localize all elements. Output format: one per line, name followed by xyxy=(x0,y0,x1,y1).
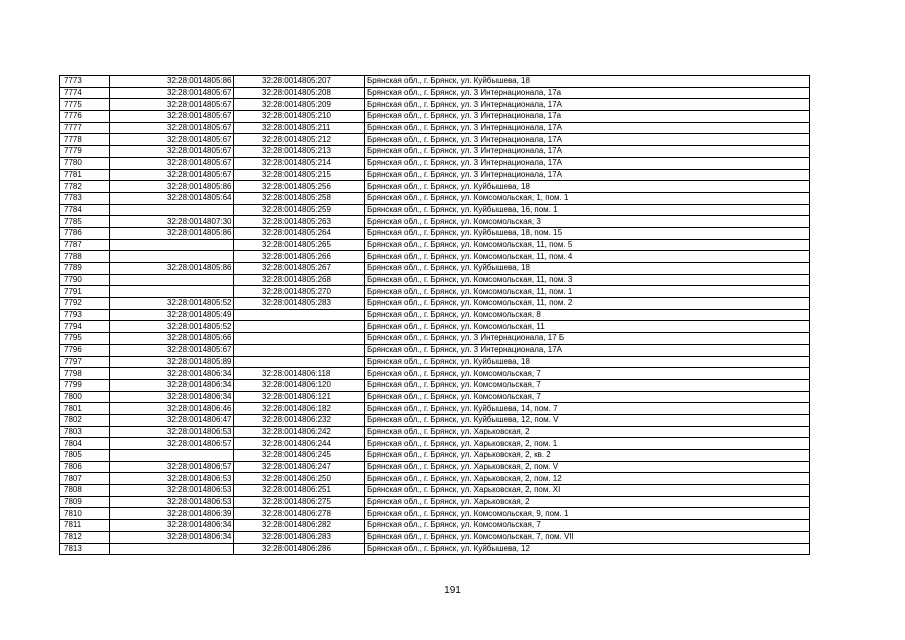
table-row xyxy=(60,122,810,134)
record-number-cell: 7780 xyxy=(60,157,110,169)
parcel-number-cell: 32:28:0014806:53 xyxy=(110,473,234,485)
cadastral-number-cell xyxy=(234,309,365,321)
table-row xyxy=(60,531,810,543)
parcel-number-cell xyxy=(110,204,234,216)
registry-table-body xyxy=(60,76,810,555)
address-cell: Брянская обл., г. Брянск, ул. 3 Интернационала, 17а xyxy=(365,87,810,99)
record-number-cell: 7773 xyxy=(60,76,110,88)
parcel-number-cell: 32:28:0014805:52 xyxy=(110,321,234,333)
parcel-number-cell xyxy=(110,251,234,263)
table-row xyxy=(60,461,810,473)
table-row xyxy=(60,508,810,520)
address-cell: Брянская обл., г. Брянск, ул. 3 Интернационала, 17А xyxy=(365,99,810,111)
table-row xyxy=(60,450,810,462)
table-row xyxy=(60,426,810,438)
table-row xyxy=(60,298,810,310)
parcel-number-cell: 32:28:0014805:49 xyxy=(110,309,234,321)
record-number-cell: 7799 xyxy=(60,379,110,391)
record-number-cell: 7791 xyxy=(60,286,110,298)
address-cell: Брянская обл., г. Брянск, ул. Комсомольская, 11, пом. 2 xyxy=(365,298,810,310)
page-number: 191 xyxy=(444,585,461,596)
cadastral-number-cell: 32:28:0014806:278 xyxy=(234,508,365,520)
address-cell: Брянская обл., г. Брянск, ул. Куйбышева, 18 xyxy=(365,356,810,368)
record-number-cell: 7813 xyxy=(60,543,110,555)
address-cell: Брянская обл., г. Брянск, ул. Комсомольская, 3 xyxy=(365,216,810,228)
table-row xyxy=(60,543,810,555)
address-cell: Брянская обл., г. Брянск, ул. Комсомольская, 7 xyxy=(365,379,810,391)
record-number-cell: 7795 xyxy=(60,333,110,345)
record-number-cell: 7801 xyxy=(60,403,110,415)
record-number-cell: 7783 xyxy=(60,192,110,204)
address-cell: Брянская обл., г. Брянск, ул. 3 Интернационала, 17А xyxy=(365,157,810,169)
parcel-number-cell: 32:28:0014805:67 xyxy=(110,157,234,169)
address-cell: Брянская обл., г. Брянск, ул. Комсомольская, 11, пом. 1 xyxy=(365,286,810,298)
record-number-cell: 7779 xyxy=(60,146,110,158)
cadastral-number-cell: 32:28:0014805:266 xyxy=(234,251,365,263)
parcel-number-cell: 32:28:0014807:30 xyxy=(110,216,234,228)
address-cell: Брянская обл., г. Брянск, ул. Комсомольская, 7 xyxy=(365,368,810,380)
table-row xyxy=(60,321,810,333)
table-row xyxy=(60,181,810,193)
table-row xyxy=(60,485,810,497)
cadastral-number-cell: 32:28:0014805:208 xyxy=(234,87,365,99)
parcel-number-cell: 32:28:0014806:53 xyxy=(110,496,234,508)
cadastral-number-cell: 32:28:0014805:211 xyxy=(234,122,365,134)
address-cell: Брянская обл., г. Брянск, ул. Комсомольская, 1, пом. 1 xyxy=(365,192,810,204)
cadastral-number-cell: 32:28:0014806:251 xyxy=(234,485,365,497)
cadastral-number-cell: 32:28:0014805:207 xyxy=(234,76,365,88)
cadastral-number-cell xyxy=(234,356,365,368)
cadastral-number-cell: 32:28:0014806:247 xyxy=(234,461,365,473)
table-row xyxy=(60,309,810,321)
cadastral-number-cell: 32:28:0014805:258 xyxy=(234,192,365,204)
record-number-cell: 7812 xyxy=(60,531,110,543)
parcel-number-cell: 32:28:0014806:34 xyxy=(110,391,234,403)
cadastral-number-cell: 32:28:0014806:244 xyxy=(234,438,365,450)
table-row xyxy=(60,134,810,146)
address-cell: Брянская обл., г. Брянск, ул. Куйбышева, 16, пом. 1 xyxy=(365,204,810,216)
cadastral-number-cell: 32:28:0014805:263 xyxy=(234,216,365,228)
table-row xyxy=(60,76,810,88)
parcel-number-cell: 32:28:0014805:67 xyxy=(110,99,234,111)
parcel-number-cell: 32:28:0014805:86 xyxy=(110,76,234,88)
record-number-cell: 7789 xyxy=(60,263,110,275)
cadastral-number-cell: 32:28:0014806:118 xyxy=(234,368,365,380)
parcel-number-cell: 32:28:0014805:67 xyxy=(110,134,234,146)
address-cell: Брянская обл., г. Брянск, ул. Комсомольская, 7, пом. VII xyxy=(365,531,810,543)
record-number-cell: 7808 xyxy=(60,485,110,497)
record-number-cell: 7797 xyxy=(60,356,110,368)
address-cell: Брянская обл., г. Брянск, ул. Харьковская, 2, кв. 2 xyxy=(365,450,810,462)
parcel-number-cell: 32:28:0014806:39 xyxy=(110,508,234,520)
record-number-cell: 7790 xyxy=(60,274,110,286)
cadastral-number-cell: 32:28:0014805:267 xyxy=(234,263,365,275)
cadastral-number-cell: 32:28:0014806:283 xyxy=(234,531,365,543)
record-number-cell: 7807 xyxy=(60,473,110,485)
cadastral-number-cell: 32:28:0014806:242 xyxy=(234,426,365,438)
parcel-number-cell: 32:28:0014805:67 xyxy=(110,146,234,158)
address-cell: Брянская обл., г. Брянск, ул. Куйбышева, 18 xyxy=(365,181,810,193)
record-number-cell: 7798 xyxy=(60,368,110,380)
cadastral-number-cell: 32:28:0014805:264 xyxy=(234,227,365,239)
address-cell: Брянская обл., г. Брянск, ул. Куйбышева, 12 xyxy=(365,543,810,555)
address-cell: Брянская обл., г. Брянск, ул. Комсомольская, 8 xyxy=(365,309,810,321)
record-number-cell: 7782 xyxy=(60,181,110,193)
address-cell: Брянская обл., г. Брянск, ул. Куйбышева, 12, пом. V xyxy=(365,414,810,426)
address-cell: Брянская обл., г. Брянск, ул. Комсомольская, 11 xyxy=(365,321,810,333)
cadastral-number-cell xyxy=(234,333,365,345)
table-row xyxy=(60,192,810,204)
record-number-cell: 7788 xyxy=(60,251,110,263)
record-number-cell: 7785 xyxy=(60,216,110,228)
cadastral-number-cell: 32:28:0014805:256 xyxy=(234,181,365,193)
address-cell: Брянская обл., г. Брянск, ул. Харьковская, 2, пом. V xyxy=(365,461,810,473)
record-number-cell: 7800 xyxy=(60,391,110,403)
record-number-cell: 7777 xyxy=(60,122,110,134)
address-cell: Брянская обл., г. Брянск, ул. 3 Интернационала, 17А xyxy=(365,134,810,146)
parcel-number-cell: 32:28:0014805:86 xyxy=(110,263,234,275)
address-cell: Брянская обл., г. Брянск, ул. 3 Интернационала, 17 Б xyxy=(365,333,810,345)
table-row xyxy=(60,520,810,532)
parcel-number-cell: 32:28:0014806:53 xyxy=(110,426,234,438)
table-row xyxy=(60,251,810,263)
table-row xyxy=(60,438,810,450)
cadastral-number-cell: 32:28:0014806:182 xyxy=(234,403,365,415)
parcel-number-cell xyxy=(110,286,234,298)
address-cell: Брянская обл., г. Брянск, ул. Куйбышева, 18, пом. 15 xyxy=(365,227,810,239)
address-cell: Брянская обл., г. Брянск, ул. Куйбышева, 18 xyxy=(365,76,810,88)
cadastral-number-cell xyxy=(234,321,365,333)
cadastral-number-cell: 32:28:0014806:275 xyxy=(234,496,365,508)
table-row xyxy=(60,344,810,356)
record-number-cell: 7811 xyxy=(60,520,110,532)
parcel-number-cell: 32:28:0014805:86 xyxy=(110,181,234,193)
table-row xyxy=(60,368,810,380)
address-cell: Брянская обл., г. Брянск, ул. Харьковская, 2, пом. XI xyxy=(365,485,810,497)
record-number-cell: 7786 xyxy=(60,227,110,239)
address-cell: Брянская обл., г. Брянск, ул. 3 Интернационала, 17А xyxy=(365,169,810,181)
record-number-cell: 7806 xyxy=(60,461,110,473)
cadastral-number-cell: 32:28:0014805:265 xyxy=(234,239,365,251)
address-cell: Брянская обл., г. Брянск, ул. Куйбышева, 14, пом. 7 xyxy=(365,403,810,415)
record-number-cell: 7784 xyxy=(60,204,110,216)
registry-table xyxy=(59,75,810,555)
table-row xyxy=(60,333,810,345)
parcel-number-cell: 32:28:0014805:67 xyxy=(110,344,234,356)
table-row xyxy=(60,169,810,181)
cadastral-number-cell: 32:28:0014805:283 xyxy=(234,298,365,310)
cadastral-number-cell: 32:28:0014806:232 xyxy=(234,414,365,426)
parcel-number-cell: 32:28:0014806:34 xyxy=(110,520,234,532)
address-cell: Брянская обл., г. Брянск, ул. 3 Интернационала, 17А xyxy=(365,122,810,134)
record-number-cell: 7809 xyxy=(60,496,110,508)
table-row xyxy=(60,403,810,415)
address-cell: Брянская обл., г. Брянск, ул. 3 Интернационала, 17А xyxy=(365,344,810,356)
record-number-cell: 7776 xyxy=(60,111,110,123)
record-number-cell: 7794 xyxy=(60,321,110,333)
table-row xyxy=(60,146,810,158)
cadastral-number-cell: 32:28:0014805:209 xyxy=(234,99,365,111)
parcel-number-cell xyxy=(110,239,234,251)
parcel-number-cell: 32:28:0014805:67 xyxy=(110,122,234,134)
address-cell: Брянская обл., г. Брянск, ул. Харьковская, 2, пом. 12 xyxy=(365,473,810,485)
record-number-cell: 7802 xyxy=(60,414,110,426)
table-row xyxy=(60,391,810,403)
parcel-number-cell xyxy=(110,450,234,462)
address-cell: Брянская обл., г. Брянск, ул. Куйбышева, 18 xyxy=(365,263,810,275)
parcel-number-cell: 32:28:0014806:57 xyxy=(110,438,234,450)
record-number-cell: 7792 xyxy=(60,298,110,310)
record-number-cell: 7775 xyxy=(60,99,110,111)
cadastral-number-cell: 32:28:0014806:282 xyxy=(234,520,365,532)
address-cell: Брянская обл., г. Брянск, ул. Комсомольская, 7 xyxy=(365,391,810,403)
cadastral-number-cell: 32:28:0014806:250 xyxy=(234,473,365,485)
cadastral-number-cell: 32:28:0014806:245 xyxy=(234,450,365,462)
table-row xyxy=(60,204,810,216)
parcel-number-cell: 32:28:0014805:86 xyxy=(110,227,234,239)
address-cell: Брянская обл., г. Брянск, ул. Харьковская, 2 xyxy=(365,496,810,508)
record-number-cell: 7805 xyxy=(60,450,110,462)
address-cell: Брянская обл., г. Брянск, ул. Комсомольская, 11, пом. 3 xyxy=(365,274,810,286)
cadastral-number-cell: 32:28:0014806:286 xyxy=(234,543,365,555)
table-row xyxy=(60,157,810,169)
table-row xyxy=(60,263,810,275)
parcel-number-cell: 32:28:0014805:67 xyxy=(110,87,234,99)
cadastral-number-cell: 32:28:0014805:214 xyxy=(234,157,365,169)
table-row xyxy=(60,286,810,298)
table-row xyxy=(60,99,810,111)
table-row xyxy=(60,496,810,508)
record-number-cell: 7810 xyxy=(60,508,110,520)
parcel-number-cell: 32:28:0014805:64 xyxy=(110,192,234,204)
parcel-number-cell: 32:28:0014805:52 xyxy=(110,298,234,310)
parcel-number-cell xyxy=(110,543,234,555)
parcel-number-cell: 32:28:0014806:34 xyxy=(110,531,234,543)
parcel-number-cell: 32:28:0014805:89 xyxy=(110,356,234,368)
record-number-cell: 7781 xyxy=(60,169,110,181)
table-row xyxy=(60,473,810,485)
cadastral-number-cell: 32:28:0014805:259 xyxy=(234,204,365,216)
table-row xyxy=(60,356,810,368)
address-cell: Брянская обл., г. Брянск, ул. Комсомольская, 9, пом. 1 xyxy=(365,508,810,520)
parcel-number-cell: 32:28:0014806:53 xyxy=(110,485,234,497)
table-row xyxy=(60,379,810,391)
cadastral-number-cell xyxy=(234,344,365,356)
cadastral-number-cell: 32:28:0014806:121 xyxy=(234,391,365,403)
cadastral-number-cell: 32:28:0014805:213 xyxy=(234,146,365,158)
address-cell: Брянская обл., г. Брянск, ул. Комсомольская, 11, пом. 5 xyxy=(365,239,810,251)
table-row xyxy=(60,239,810,251)
record-number-cell: 7793 xyxy=(60,309,110,321)
record-number-cell: 7796 xyxy=(60,344,110,356)
table-row xyxy=(60,216,810,228)
table-row xyxy=(60,414,810,426)
parcel-number-cell: 32:28:0014806:46 xyxy=(110,403,234,415)
record-number-cell: 7804 xyxy=(60,438,110,450)
cadastral-number-cell: 32:28:0014805:215 xyxy=(234,169,365,181)
parcel-number-cell: 32:28:0014805:67 xyxy=(110,111,234,123)
cadastral-number-cell: 32:28:0014806:120 xyxy=(234,379,365,391)
record-number-cell: 7774 xyxy=(60,87,110,99)
parcel-number-cell: 32:28:0014805:67 xyxy=(110,169,234,181)
cadastral-number-cell: 32:28:0014805:270 xyxy=(234,286,365,298)
cadastral-number-cell: 32:28:0014805:268 xyxy=(234,274,365,286)
address-cell: Брянская обл., г. Брянск, ул. 3 Интернационала, 17А xyxy=(365,146,810,158)
address-cell: Брянская обл., г. Брянск, ул. Комсомольская, 7 xyxy=(365,520,810,532)
address-cell: Брянская обл., г. Брянск, ул. Харьковская, 2, пом. 1 xyxy=(365,438,810,450)
parcel-number-cell xyxy=(110,274,234,286)
cadastral-number-cell: 32:28:0014805:210 xyxy=(234,111,365,123)
table-row xyxy=(60,111,810,123)
parcel-number-cell: 32:28:0014806:34 xyxy=(110,368,234,380)
cadastral-number-cell: 32:28:0014805:212 xyxy=(234,134,365,146)
parcel-number-cell: 32:28:0014806:57 xyxy=(110,461,234,473)
record-number-cell: 7787 xyxy=(60,239,110,251)
address-cell: Брянская обл., г. Брянск, ул. 3 Интернационала, 17а xyxy=(365,111,810,123)
table-row xyxy=(60,227,810,239)
address-cell: Брянская обл., г. Брянск, ул. Комсомольская, 11, пом. 4 xyxy=(365,251,810,263)
record-number-cell: 7803 xyxy=(60,426,110,438)
table-row xyxy=(60,87,810,99)
record-number-cell: 7778 xyxy=(60,134,110,146)
parcel-number-cell: 32:28:0014806:34 xyxy=(110,379,234,391)
parcel-number-cell: 32:28:0014806:47 xyxy=(110,414,234,426)
parcel-number-cell: 32:28:0014805:66 xyxy=(110,333,234,345)
address-cell: Брянская обл., г. Брянск, ул. Харьковская, 2 xyxy=(365,426,810,438)
table-row xyxy=(60,274,810,286)
